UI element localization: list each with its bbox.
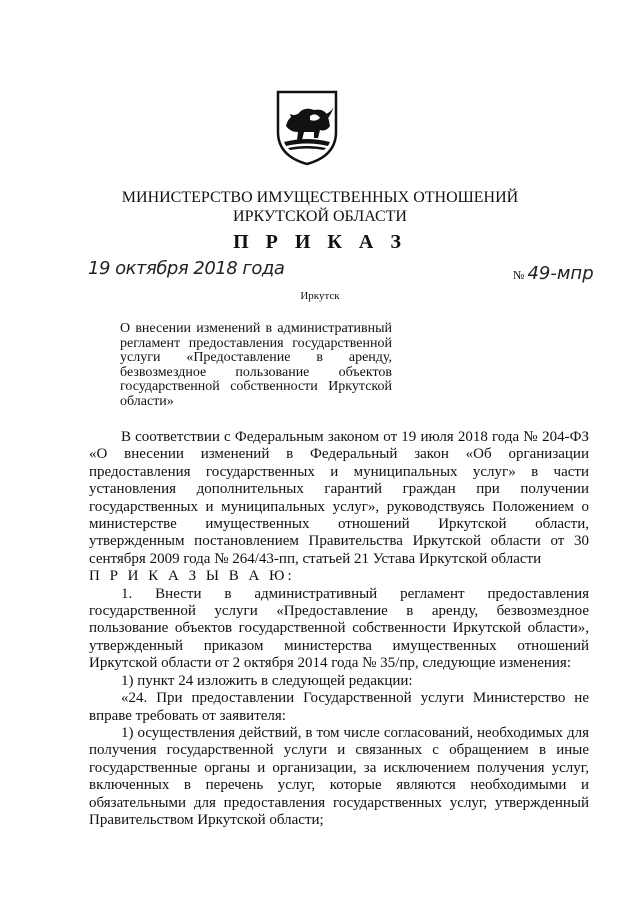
ministry-name-line1: МИНИСТЕРСТВО ИМУЩЕСТВЕННЫХ ОТНОШЕНИЙ (121, 189, 519, 206)
prikazyvayu-heading: П Р И К А З Ы В А Ю: (89, 568, 295, 585)
number-prefix: № (513, 268, 525, 282)
ministry-name-line2: ИРКУТСКОЙ ОБЛАСТИ (233, 208, 407, 225)
item-1-paragraph: 1. Внести в административный регламент предоставления государственной услуги «Предоставление в аренду, безвозмездное пользование объектов государственной собственности Иркутской области», утвержденный приказом министерства имущественных отношений Иркутской области от 2 октября 2014 года № 35/пр, следующие изменения: (89, 585, 589, 672)
handwritten-date: 19 октября 2018 года (88, 258, 285, 279)
order-subject: О внесении изменений в административный регламент предоставления государственной услуги «Предоставление в аренду, безвозмездное пользование объектов государственной собственности Иркутской области» (120, 321, 392, 409)
preamble-paragraph: В соответствии с Федеральным законом от 19 июля 2018 года № 204-ФЗ «О внесении изменений в Федеральный закон «Об организации предоставления государственных и муниципальных услуг» в части установления дополнительных гарантий граждан при получении государственных и муниципальных услуг», руководствуясь Положением о министерстве имущественных отношений Иркутской области, утвержденным постановлением Правительства Иркутской области от 30 сентября 2009 года № 264/43-пп, статьей 21 Устава Иркутской области (89, 429, 589, 567)
item-1-subpoint: 1) пункт 24 изложить в следующей редакции: (121, 672, 413, 689)
document-type-title: П Р И К А З (233, 231, 407, 253)
coat-of-arms-emblem (270, 86, 344, 168)
order-body (89, 429, 589, 829)
handwritten-number: 49-мпр (527, 263, 594, 284)
city-label: Иркутск (300, 290, 340, 302)
document-number (513, 263, 594, 284)
subpoint-1-paragraph: 1) осуществления действий, в том числе согласований, необходимых для получения государственной услуги и связанных с обращением в иные государственные органы и организации, за исключением получения услуг, включенных в перечень услуг, которые являются необходимыми и обязательными для предоставления государственных услуг, утвержденный Правительством Иркутской области; (89, 724, 589, 828)
quote-point-24: «24. При предоставлении Государственной услуги Министерство не вправе требовать от заявителя: (89, 690, 589, 724)
